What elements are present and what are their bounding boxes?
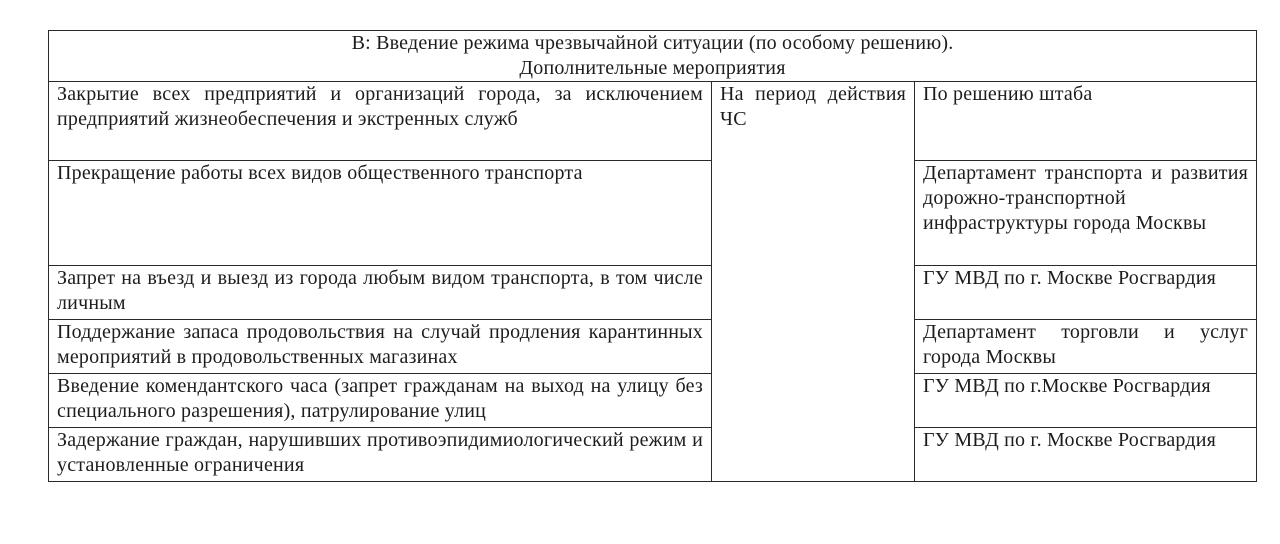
- table-title-row: [49, 31, 1257, 82]
- responsible-cell: ГУ МВД по г.Москве Росгвардия: [915, 374, 1257, 428]
- table-row: [49, 428, 1257, 482]
- period-cell: На период действия ЧС: [712, 82, 915, 482]
- measure-cell: Закрытие всех предприятий и организаций города, за исключением предприятий жизнеобеспечения и экстренных служб: [49, 82, 712, 161]
- responsible-cell: ГУ МВД по г. Москве Росгвардия: [915, 428, 1257, 482]
- measure-cell: Задержание граждан, нарушивших противоэпидимиологический режим и установленные ограничения: [49, 428, 712, 482]
- responsible-cell: Департамент транспорта и развития дорожно-транспортной инфраструктуры города Москвы: [915, 161, 1257, 266]
- title-line-1: В: Введение режима чрезвычайной ситуации (по особому решению).: [351, 32, 954, 54]
- measures-table: [48, 30, 1257, 482]
- measure-cell: Запрет на въезд и выезд из города любым видом транспорта, в том числе личным: [49, 266, 712, 320]
- table-row: [49, 82, 1257, 161]
- title-line-2: Дополнительные мероприятия: [519, 57, 786, 79]
- responsible-cell: По решению штаба: [915, 82, 1257, 161]
- document-page: [48, 30, 1256, 482]
- measure-cell: Поддержание запаса продовольствия на случай продления карантинных мероприятий в продовольственных магазинах: [49, 320, 712, 374]
- table-row: [49, 161, 1257, 266]
- responsible-cell: ГУ МВД по г. Москве Росгвардия: [915, 266, 1257, 320]
- responsible-cell: Департамент торговли и услуг города Москвы: [915, 320, 1257, 374]
- table-row: [49, 266, 1257, 320]
- table-title: [49, 31, 1257, 82]
- measure-cell: Введение комендантского часа (запрет гражданам на выход на улицу без специального разрешения), патрулирование улиц: [49, 374, 712, 428]
- table-row: [49, 320, 1257, 374]
- table-row: [49, 374, 1257, 428]
- measure-cell: Прекращение работы всех видов общественного транспорта: [49, 161, 712, 266]
